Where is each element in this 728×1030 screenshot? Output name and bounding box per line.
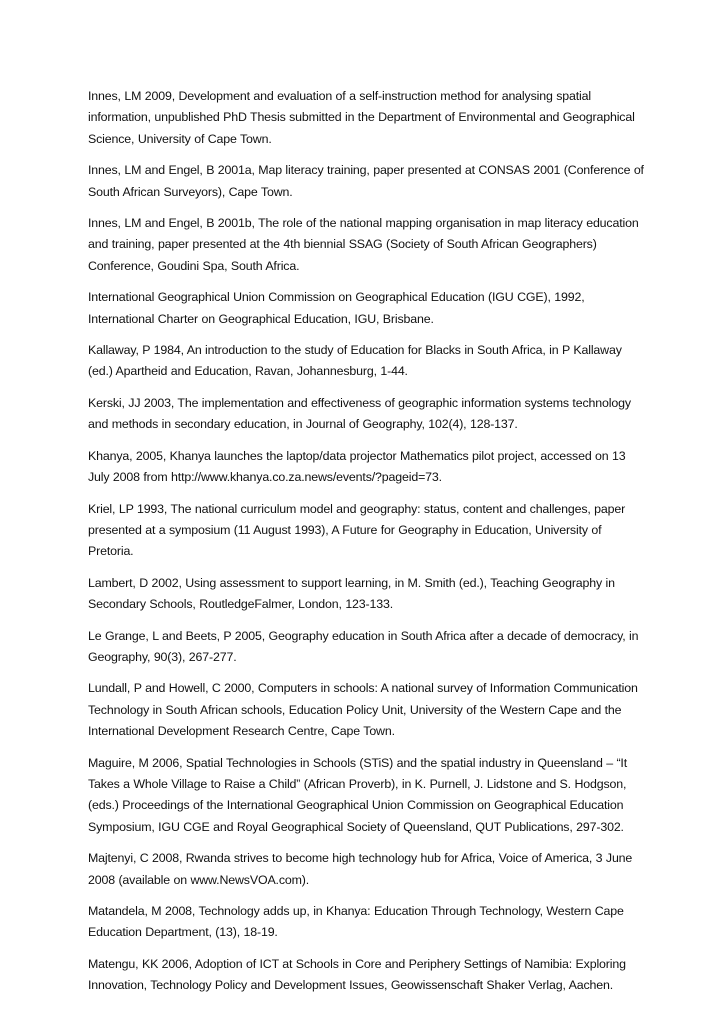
reference-list [88,86,648,1007]
reference-entry: Innes, LM and Engel, B 2001a, Map literacy training, paper presented at CONSAS 2001 (Conference of South African Surveyors), Cape Town. [88,163,644,199]
reference-entry: Lambert, D 2002, Using assessment to support learning, in M. Smith (ed.), Teaching Geography in Secondary Schools, RoutledgeFalmer, London, 123-133. [88,575,615,612]
reference-entry: Matandela, M 2008, Technology adds up, in Khanya: Education Through Technology, Western Cape Education Department, (13), 18-19. [88,904,624,940]
reference-entry: Innes, LM and Engel, B 2001b, The role of the national mapping organisation in map literacy education and training, paper presented at the 4th biennial SSAG (Society of South African Geographers) Conference, Goudini Spa, South Africa. [88,216,639,273]
reference-entry: Kerski, JJ 2003, The implementation and effectiveness of geographic information systems technology and methods in secondary education, in Journal of Geography, 102(4), 128-137. [88,395,631,432]
reference-entry: Le Grange, L and Beets, P 2005, Geography education in South Africa after a decade of democracy, in Geography, 90(3), 267-277. [88,628,639,664]
reference-entry: Matengu, KK 2006, Adoption of ICT at Schools in Core and Periphery Settings of Namibia: Exploring Innovation, Technology Policy and Development Issues, Geowissenschaft Shaker Verlag, Aachen. [88,956,626,993]
reference-entry: Majtenyi, C 2008, Rwanda strives to become high technology hub for Africa, Voice of America, 3 June 2008 (available on www.NewsVOA.com). [88,851,633,887]
reference-entry: Maguire, M 2006, Spatial Technologies in Schools (STiS) and the spatial industry in Queensland – “It Takes a Whole Village to Raise a Child” (African Proverb), in K. Purnell, J. Lidstone and S. Hodgson, (eds.) Proceedings of the International Geographical Union Commission on Geographical Education Symposium, IGU CGE and Royal Geographical Society of Queensland, QUT Publications, 297-302. [88,755,628,834]
reference-entry: Kallaway, P 1984, An introduction to the study of Education for Blacks in South Africa, in P Kallaway (ed.) Apartheid and Education, Ravan, Johannesburg, 1-44. [88,343,622,379]
reference-entry: International Geographical Union Commission on Geographical Education (IGU CGE), 1992, International Charter on Geographical Education, IGU, Brisbane. [88,290,585,326]
reference-entry: Kriel, LP 1993, The national curriculum model and geography: status, content and challenges, paper presented at a symposium (11 August 1993), A Future for Geography in Education, University of Pretoria. [88,501,626,559]
reference-entry: Lundall, P and Howell, C 2000, Computers in schools: A national survey of Information Communication Technology in South African schools, Education Policy Unit, University of the Western Cape and the International Development Research Centre, Cape Town. [88,681,638,739]
reference-entry: Innes, LM 2009, Development and evaluation of a self-instruction method for analysing spatial information, unpublished PhD Thesis submitted in the Department of Environmental and Geographical Science, University of Cape Town. [88,89,635,146]
reference-entry: Khanya, 2005, Khanya launches the laptop/data projector Mathematics pilot project, accessed on 13 July 2008 from http://www.khanya.co.za.news/events/?pageid=73. [88,448,626,485]
